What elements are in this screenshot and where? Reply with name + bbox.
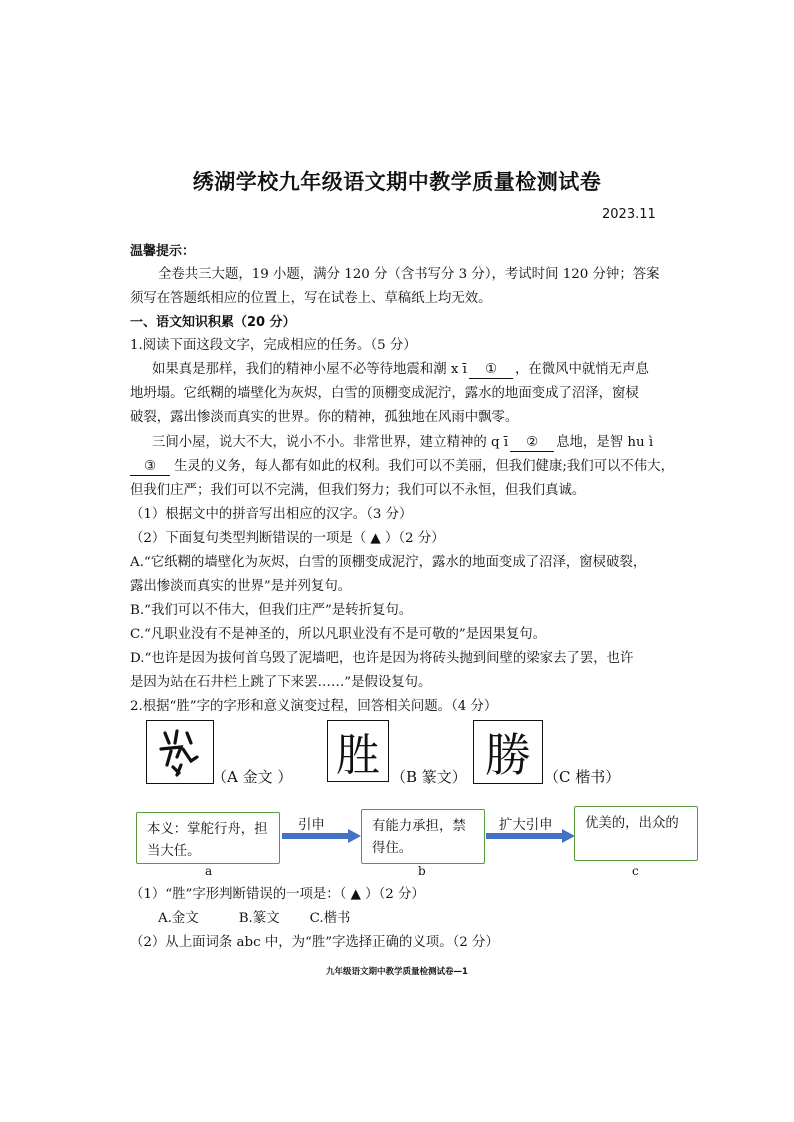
q1-para1-line2: 地坍塌。它纸糊的墙壁化为灰烬，白雪的顶棚变成泥泞，露水的地面变成了沼泽，窗棂: [130, 386, 639, 401]
q1-para2-line1: [152, 431, 653, 455]
glyph-box-jinwen: [146, 720, 214, 784]
section-1-heading: 一、语文知识积累（20 分）: [130, 315, 296, 330]
q1-option-d-line1: D.“也许是因为拔何首乌毁了泥墙吧，也许是因为将砖头抛到间壁的梁家去了罢，也许: [130, 651, 634, 666]
q1-p2c: 生灵的义务，每人都有如此的权利。我们可以不美丽，但我们健康;我们可以不伟大，: [174, 459, 674, 474]
glyph-caption-c: （C 楷书）: [544, 768, 621, 786]
q1-p1a: 如果真是那样，我们的精神小屋不必等待地震和潮 x ī: [152, 362, 467, 377]
jinwen-glyph-image: [147, 721, 213, 783]
q1-para1-line1: [152, 358, 649, 382]
glyph-caption-a: （A 金文 ）: [212, 768, 293, 786]
q2-option-b: B.篆文: [238, 911, 280, 926]
blank-3: ③: [130, 459, 170, 476]
q1-option-a-line1: A.“它纸糊的墙壁化为灰烬，白雪的顶棚变成泥泞，露水的地面变成了沼泽，窗棂破裂，: [130, 555, 647, 570]
q2-sub1-options: [158, 907, 350, 931]
q1-sub1: （1）根据文中的拼音写出相应的汉字。（3 分）: [130, 507, 413, 522]
zhuanwen-glyph: 胜: [336, 730, 380, 781]
tip-line-2: 须写在答题纸相应的位置上，写在试卷上、草稿纸上均无效。: [130, 291, 492, 306]
arrow-2-label: 扩大引申: [499, 818, 553, 833]
box-label-a: a: [205, 864, 213, 878]
exam-date: 2023.11: [602, 207, 656, 222]
q1-p2a: 三间小屋，说大不大，说小不小。非常世界，建立精神的 q ī: [152, 435, 509, 450]
glyph-box-kaishu: [473, 720, 543, 784]
q1-p1b: ，在微风中就悄无声息: [514, 362, 649, 377]
q2-option-c: C.楷书: [309, 911, 351, 926]
box-label-c: c: [632, 864, 639, 878]
q1-sub2: （2）下面复句类型判断错误的一项是（ ▲ ）（2 分）: [130, 531, 445, 546]
tip-line-1: 全卷共三大题，19 小题，满分 120 分（含书写分 3 分），考试时间 120 分钟；答案: [158, 267, 660, 282]
q2-option-a: A.金文: [158, 911, 199, 926]
page-footer: 九年级语文期中教学质量检测试卷—1: [326, 967, 468, 977]
kaishu-glyph: 勝: [485, 728, 531, 782]
q1-para2-line2: [130, 455, 674, 479]
q1-p2b: 息地，是智 hu ì: [556, 435, 654, 450]
q2-stem: 2.根据“胜”字的字形和意义演变过程，回答相关问题。（4 分）: [130, 699, 498, 714]
meaning-box-a: 本义：掌舵行舟，担当大任。: [136, 812, 280, 864]
q1-option-a-line2: 露出惨淡而真实的世界”是并列复句。: [130, 579, 352, 594]
box-label-b: b: [418, 864, 426, 878]
arrow-1-label: 引申: [298, 818, 325, 833]
glyph-caption-b: （B 篆文）: [391, 768, 467, 786]
glyph-box-zhuanwen: [327, 720, 389, 782]
q1-para1-line3: 破裂，露出惨淡而真实的世界。你的精神，孤独地在风雨中飘零。: [130, 410, 519, 425]
tip-heading: 温馨提示：: [130, 244, 196, 259]
q1-stem: 1.阅读下面这段文字，完成相应的任务。（5 分）: [130, 338, 417, 353]
q2-sub1: （1）“胜”字形判断错误的一项是：（ ▲ ）（2 分）: [130, 887, 425, 902]
meaning-box-c: 优美的，出众的: [574, 806, 698, 861]
q2-sub2: （2）从上面词条 abc 中，为“胜”字选择正确的义项。（2 分）: [130, 935, 499, 950]
blank-2: ②: [510, 435, 554, 452]
q1-para2-line3: 但我们庄严；我们可以不完满，但我们努力；我们可以不永恒，但我们真诚。: [130, 483, 586, 498]
q1-option-d-line2: 是因为站在石井栏上跳了下来罢……”是假设复句。: [130, 675, 432, 690]
page-title: 绣湖学校九年级语文期中教学质量检测试卷: [192, 170, 602, 194]
q1-option-b: B.“我们可以不伟大，但我们庄严”是转折复句。: [130, 603, 413, 618]
blank-1: ①: [469, 362, 513, 379]
meaning-box-b: 有能力承担，禁得住。: [361, 809, 485, 864]
q1-option-c: C.“凡职业没有不是神圣的，所以凡职业没有不是可敬的”是因果复句。: [130, 627, 547, 642]
